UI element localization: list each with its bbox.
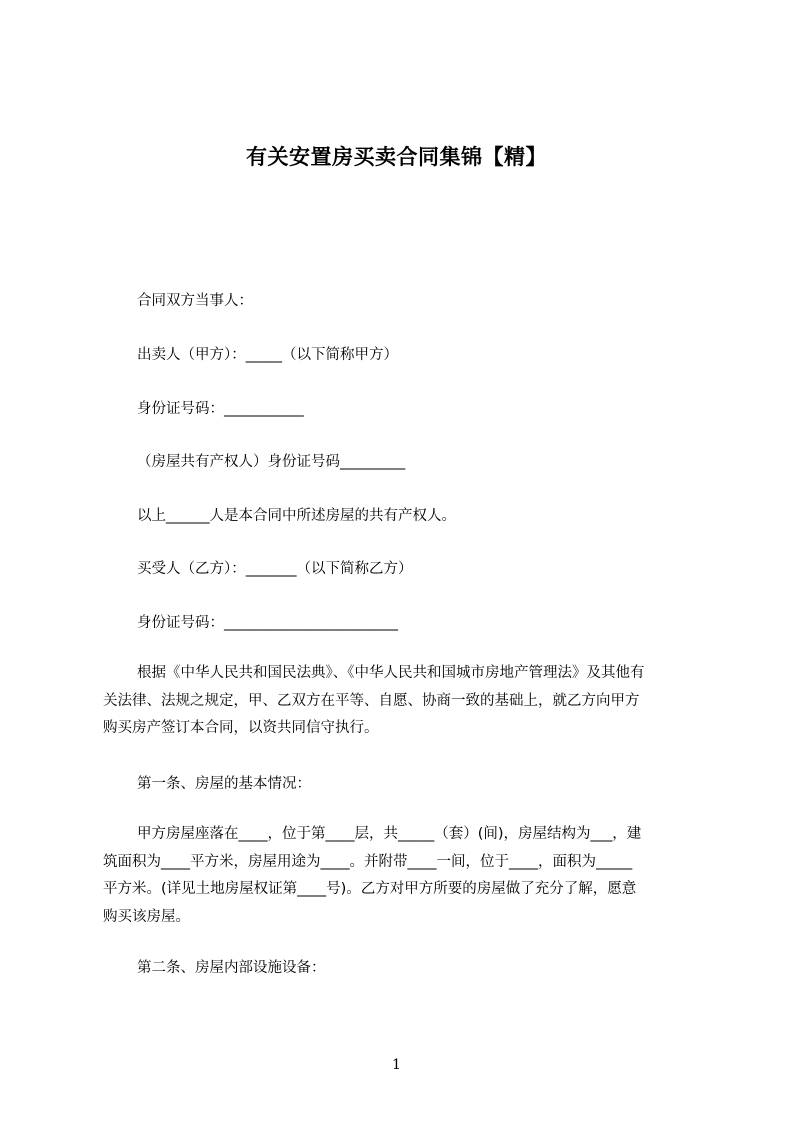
buyer-line: 买受人（乙方）：_______（以下简称乙方） [137,561,413,577]
article1-line: 平方米。(详见土地房屋权证第____号)。乙方对甲方所要的房屋做了充分了解，愿意 [103,881,637,898]
basis-line: 购买房产签订本合同，以资共同信守执行。 [103,720,379,737]
basis-line: 根据《中华人民共和国民法典》、《中华人民共和国城市房地产管理法》及其他有 [137,665,645,681]
article1-paragraph [103,821,703,931]
page-number: 1 [392,1057,401,1073]
basis-line: 关法律、法规之规定，甲、乙双方在平等、自愿、协商一致的基础上，就乙方向甲方 [103,692,640,709]
article1-heading: 第一条、房屋的基本情况： [137,776,311,792]
seller-id-line: 身份证号码：___________ [137,401,304,417]
co-owners-line: 以上______人是本合同中所述房屋的共有产权人。 [137,508,456,524]
co-owner-id-line: （房屋共有产权人）身份证号码_________ [137,454,406,470]
seller-line: 出卖人（甲方）：_____（以下简称甲方） [137,347,398,363]
article2-heading: 第二条、房屋内部设施设备： [137,960,326,976]
buyer-id-line: 身份证号码：________________________ [137,615,398,631]
parties-heading: 合同双方当事人： [137,293,253,309]
basis-paragraph [103,660,703,743]
document-title: 有关安置房买卖合同集锦【精】 [246,145,547,169]
article1-line: 购买该房屋。 [103,908,190,925]
article1-line: 筑面积为____平方米，房屋用途为____。并附带____一间，位于____，面积为_____ [103,853,633,870]
article1-line: 甲方房屋座落在____，位于第____层，共_____（套）(间)，房屋结构为___，建 [137,826,642,842]
